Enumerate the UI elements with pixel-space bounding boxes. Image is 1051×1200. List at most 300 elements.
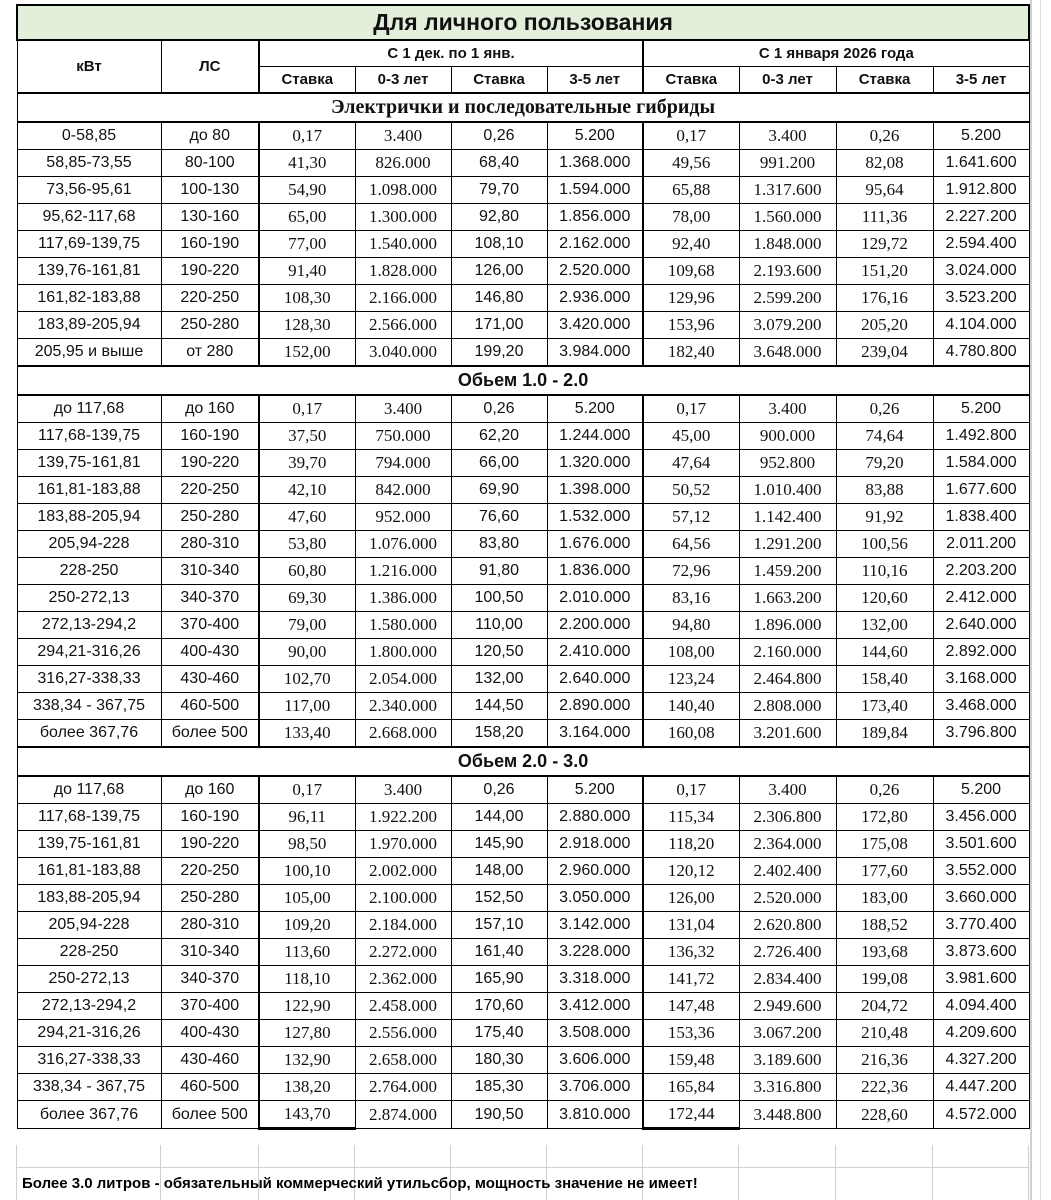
table-row [17,639,1029,666]
table-cell: 3.142.000 [547,912,643,939]
table-row [17,776,1029,804]
table-cell: 2.594.400 [933,231,1029,258]
table-row [17,395,1029,423]
table-row [17,450,1029,477]
table-cell: 139,76-161,81 [17,258,161,285]
table-cell: 0,17 [259,122,355,150]
table-cell: 2.520.000 [739,885,836,912]
table-cell: 205,94-228 [17,531,161,558]
table-cell: 145,90 [451,831,547,858]
table-cell: 3.400 [739,776,836,804]
table-cell: 74,64 [836,423,933,450]
table-cell: 370-400 [161,993,259,1020]
table-cell: 139,75-161,81 [17,450,161,477]
table-cell: 1.386.000 [355,585,451,612]
table-cell: 216,36 [836,1047,933,1074]
table-cell: 430-460 [161,666,259,693]
table-cell: 826.000 [355,150,451,177]
table-cell: 115,34 [643,804,739,831]
table-row [17,804,1029,831]
table-cell: 3.770.400 [933,912,1029,939]
table-cell: 161,40 [451,939,547,966]
table-cell: 117,68-139,75 [17,423,161,450]
table-cell: 1.836.000 [547,558,643,585]
table-cell: 228,60 [836,1101,933,1129]
table-cell: 129,72 [836,231,933,258]
table-cell: 294,21-316,26 [17,1020,161,1047]
table-cell: 3.810.000 [547,1101,643,1129]
table-cell: 0,17 [643,122,739,150]
table-cell: 2.949.600 [739,993,836,1020]
table-cell: 189,84 [836,720,933,748]
table-cell: 158,40 [836,666,933,693]
table-cell: 143,70 [259,1101,355,1129]
table-cell: 338,34 - 367,75 [17,1074,161,1101]
table-cell: 138,20 [259,1074,355,1101]
table-cell: 3.168.000 [933,666,1029,693]
table-cell: 108,10 [451,231,547,258]
table-row [17,1047,1029,1074]
table-cell: 2.364.000 [739,831,836,858]
table-cell: 41,30 [259,150,355,177]
table-cell: 37,50 [259,423,355,450]
table-cell: 400-430 [161,1020,259,1047]
table-cell: 152,00 [259,339,355,367]
table-cell: 294,21-316,26 [17,639,161,666]
table-cell: 2.936.000 [547,285,643,312]
table-cell: 3.189.600 [739,1047,836,1074]
sheet-footer [16,1145,1028,1200]
header-rate: Ставка [836,67,933,94]
table-cell: 3.706.000 [547,1074,643,1101]
table-cell: 78,00 [643,204,739,231]
table-cell: 340-370 [161,966,259,993]
table-cell: 0,26 [836,776,933,804]
table-cell: 49,56 [643,150,739,177]
table-cell: 140,40 [643,693,739,720]
table-cell: 5.200 [933,776,1029,804]
footer-note: Более 3.0 литров - обязательный коммерческий утильсбор, мощность значение не имеет! [22,1175,698,1192]
table-cell: 991.200 [739,150,836,177]
table-cell: до 160 [161,776,259,804]
table-cell: 39,70 [259,450,355,477]
table-cell: 280-310 [161,531,259,558]
table-cell: 3.660.000 [933,885,1029,912]
table-cell: 1.912.800 [933,177,1029,204]
table-row [17,477,1029,504]
table-cell: 400-430 [161,639,259,666]
table-cell: 3.079.200 [739,312,836,339]
table-cell: 160-190 [161,231,259,258]
rates-sheet [16,4,1028,1130]
table-cell: 190,50 [451,1101,547,1129]
table-cell: 173,40 [836,693,933,720]
table-cell: 4.572.000 [933,1101,1029,1129]
header-period-dec: С 1 дек. по 1 янв. [259,40,643,67]
table-cell: 120,12 [643,858,739,885]
table-cell: 3.552.000 [933,858,1029,885]
table-cell: 220-250 [161,477,259,504]
table-cell: 193,68 [836,939,933,966]
table-cell: 144,50 [451,693,547,720]
table-cell: 1.676.000 [547,531,643,558]
table-cell: 250-280 [161,504,259,531]
table-cell: 127,80 [259,1020,355,1047]
table-cell: 161,82-183,88 [17,285,161,312]
table-cell: 64,56 [643,531,739,558]
table-cell: 1.098.000 [355,177,451,204]
table-row [17,150,1029,177]
table-cell: 148,00 [451,858,547,885]
table-cell: 128,30 [259,312,355,339]
table-cell: 3.796.800 [933,720,1029,748]
table-cell: 175,40 [451,1020,547,1047]
table-cell: 3.412.000 [547,993,643,1020]
table-cell: 1.922.200 [355,804,451,831]
table-cell: 3.606.000 [547,1047,643,1074]
table-cell: 1.492.800 [933,423,1029,450]
table-row [17,885,1029,912]
table-cell: 2.464.800 [739,666,836,693]
table-row [17,312,1029,339]
table-cell: 120,50 [451,639,547,666]
header-age-0-3: 0-3 лет [739,67,836,94]
table-cell: 0,26 [836,395,933,423]
table-cell: 210,48 [836,1020,933,1047]
table-cell: 3.984.000 [547,339,643,367]
table-cell: 5.200 [547,776,643,804]
header-age-3-5: 3-5 лет [547,67,643,94]
table-cell: 1.076.000 [355,531,451,558]
table-cell: 190-220 [161,258,259,285]
table-cell: 109,68 [643,258,739,285]
table-cell: 1.663.200 [739,585,836,612]
table-cell: 1.142.400 [739,504,836,531]
section-title: Обьем 1.0 - 2.0 [17,366,1029,395]
table-cell: 2.890.000 [547,693,643,720]
table-cell: 190-220 [161,450,259,477]
table-cell: 177,60 [836,858,933,885]
table-cell: 2.340.000 [355,693,451,720]
table-cell: 147,48 [643,993,739,1020]
table-cell: 3.228.000 [547,939,643,966]
table-cell: более 500 [161,720,259,748]
table-cell: 1.800.000 [355,639,451,666]
table-cell: 90,00 [259,639,355,666]
table-cell: 4.780.800 [933,339,1029,367]
table-cell: 2.892.000 [933,639,1029,666]
table-cell: 42,10 [259,477,355,504]
table-cell: 123,24 [643,666,739,693]
table-cell: 47,60 [259,504,355,531]
table-cell: 183,89-205,94 [17,312,161,339]
table-cell: 100-130 [161,177,259,204]
table-cell: 91,40 [259,258,355,285]
table-cell: 65,88 [643,177,739,204]
table-cell: 3.400 [739,122,836,150]
table-cell: 54,90 [259,177,355,204]
table-cell: 65,00 [259,204,355,231]
table-cell: 952.800 [739,450,836,477]
table-cell: 316,27-338,33 [17,1047,161,1074]
table-cell: 2.402.400 [739,858,836,885]
table-cell: 1.010.400 [739,477,836,504]
table-cell: 118,20 [643,831,739,858]
table-row [17,558,1029,585]
table-cell: 460-500 [161,693,259,720]
table-cell: 340-370 [161,585,259,612]
table-row [17,1020,1029,1047]
table-cell: 2.272.000 [355,939,451,966]
table-cell: 95,64 [836,177,933,204]
table-cell: 1.856.000 [547,204,643,231]
header-rate: Ставка [643,67,739,94]
table-cell: 272,13-294,2 [17,612,161,639]
table-cell: 126,00 [643,885,739,912]
table-cell: 2.556.000 [355,1020,451,1047]
table-cell: 110,16 [836,558,933,585]
table-cell: 73,56-95,61 [17,177,161,204]
table-cell: 72,96 [643,558,739,585]
table-cell: 1.540.000 [355,231,451,258]
table-cell: 3.508.000 [547,1020,643,1047]
table-cell: 0,26 [451,395,547,423]
table-cell: 3.400 [355,395,451,423]
table-cell: 132,00 [451,666,547,693]
table-cell: 170,60 [451,993,547,1020]
table-cell: 430-460 [161,1047,259,1074]
table-cell: 310-340 [161,939,259,966]
table-cell: 1.580.000 [355,612,451,639]
table-cell: 250-280 [161,312,259,339]
header-kw: кВт [17,40,161,93]
table-cell: 228-250 [17,558,161,585]
table-cell: 69,30 [259,585,355,612]
table-cell: 165,84 [643,1074,739,1101]
table-cell: 2.011.200 [933,531,1029,558]
table-cell: 105,00 [259,885,355,912]
table-cell: 1.291.200 [739,531,836,558]
table-cell: 1.398.000 [547,477,643,504]
table-cell: 3.523.200 [933,285,1029,312]
table-cell: 3.501.600 [933,831,1029,858]
table-cell: 239,04 [836,339,933,367]
section-title: Электрички и последовательные гибриды [17,93,1029,122]
table-cell: 3.164.000 [547,720,643,748]
table-cell: 1.300.000 [355,204,451,231]
rates-table [16,4,1030,1130]
table-cell: 100,50 [451,585,547,612]
table-row [17,693,1029,720]
table-cell: 2.160.000 [739,639,836,666]
table-cell: 53,80 [259,531,355,558]
table-cell: 0-58,85 [17,122,161,150]
table-cell: 79,00 [259,612,355,639]
table-cell: 3.318.000 [547,966,643,993]
table-cell: 4.104.000 [933,312,1029,339]
table-cell: 1.848.000 [739,231,836,258]
table-cell: 183,88-205,94 [17,504,161,531]
table-cell: 79,70 [451,177,547,204]
table-cell: 2.764.000 [355,1074,451,1101]
table-cell: 2.726.400 [739,939,836,966]
table-cell: 199,08 [836,966,933,993]
table-cell: 190-220 [161,831,259,858]
table-cell: 3.024.000 [933,258,1029,285]
table-cell: 2.620.800 [739,912,836,939]
table-cell: 0,17 [643,776,739,804]
table-cell: 220-250 [161,285,259,312]
table-cell: 2.362.000 [355,966,451,993]
table-cell: 92,40 [643,231,739,258]
table-cell: 3.067.200 [739,1020,836,1047]
table-cell: 1.368.000 [547,150,643,177]
table-cell: 2.874.000 [355,1101,451,1129]
table-cell: 144,00 [451,804,547,831]
table-cell: 136,32 [643,939,739,966]
table-cell: 62,20 [451,423,547,450]
table-cell: 50,52 [643,477,739,504]
table-cell: более 367,76 [17,1101,161,1129]
table-row [17,531,1029,558]
table-cell: 2.203.200 [933,558,1029,585]
table-cell: 2.054.000 [355,666,451,693]
table-cell: 69,90 [451,477,547,504]
table-cell: 100,56 [836,531,933,558]
table-cell: 250-272,13 [17,966,161,993]
table-cell: 165,90 [451,966,547,993]
table-cell: 220-250 [161,858,259,885]
table-cell: 183,88-205,94 [17,885,161,912]
table-cell: 92,80 [451,204,547,231]
table-cell: 3.648.000 [739,339,836,367]
table-cell: 161,81-183,88 [17,858,161,885]
table-cell: 460-500 [161,1074,259,1101]
table-cell: до 160 [161,395,259,423]
table-cell: 1.896.000 [739,612,836,639]
table-cell: 2.166.000 [355,285,451,312]
header-ls: ЛС [161,40,259,93]
header-age-3-5: 3-5 лет [933,67,1029,94]
table-cell: 183,00 [836,885,933,912]
table-cell: 2.880.000 [547,804,643,831]
table-row [17,912,1029,939]
table-cell: 900.000 [739,423,836,450]
table-cell: 185,30 [451,1074,547,1101]
table-cell: 5.200 [933,122,1029,150]
table-cell: 132,90 [259,1047,355,1074]
table-cell: 310-340 [161,558,259,585]
table-cell: 4.094.400 [933,993,1029,1020]
table-cell: 2.520.000 [547,258,643,285]
table-cell: 370-400 [161,612,259,639]
table-cell: 130-160 [161,204,259,231]
table-cell: 132,00 [836,612,933,639]
table-cell: 141,72 [643,966,739,993]
header-period-2026: С 1 января 2026 года [643,40,1029,67]
table-cell: 60,80 [259,558,355,585]
table-cell: 280-310 [161,912,259,939]
table-cell: 2.002.000 [355,858,451,885]
table-row [17,831,1029,858]
table-cell: 131,04 [643,912,739,939]
table-cell: 5.200 [547,122,643,150]
table-cell: 2.668.000 [355,720,451,748]
table-cell: 1.838.400 [933,504,1029,531]
table-row [17,258,1029,285]
table-cell: 2.566.000 [355,312,451,339]
table-row [17,285,1029,312]
table-cell: 160,08 [643,720,739,748]
table-cell: 96,11 [259,804,355,831]
table-cell: 83,16 [643,585,739,612]
table-cell: 2.306.800 [739,804,836,831]
table-cell: 77,00 [259,231,355,258]
table-cell: 109,20 [259,912,355,939]
table-cell: 91,92 [836,504,933,531]
table-cell: 80-100 [161,150,259,177]
table-cell: 5.200 [933,395,1029,423]
table-cell: 2.834.400 [739,966,836,993]
table-cell: 111,36 [836,204,933,231]
table-cell: 2.010.000 [547,585,643,612]
table-cell: 3.468.000 [933,693,1029,720]
table-cell: 316,27-338,33 [17,666,161,693]
table-cell: 3.981.600 [933,966,1029,993]
table-cell: 146,80 [451,285,547,312]
table-row [17,939,1029,966]
table-cell: 144,60 [836,639,933,666]
table-row [17,204,1029,231]
table-cell: 3.400 [355,776,451,804]
table-cell: 0,26 [451,122,547,150]
table-cell: 3.400 [739,395,836,423]
table-cell: 2.200.000 [547,612,643,639]
table-cell: 3.456.000 [933,804,1029,831]
table-cell: 171,00 [451,312,547,339]
table-cell: до 117,68 [17,776,161,804]
table-cell: 204,72 [836,993,933,1020]
table-cell: 5.200 [547,395,643,423]
table-cell: 98,50 [259,831,355,858]
table-cell: 2.918.000 [547,831,643,858]
table-cell: 159,48 [643,1047,739,1074]
table-cell: 222,36 [836,1074,933,1101]
table-cell: более 367,76 [17,720,161,748]
table-row [17,504,1029,531]
table-cell: 113,60 [259,939,355,966]
table-cell: 205,94-228 [17,912,161,939]
table-cell: 250-280 [161,885,259,912]
table-cell: 157,10 [451,912,547,939]
table-cell: 188,52 [836,912,933,939]
table-row [17,1074,1029,1101]
table-cell: 152,50 [451,885,547,912]
table-cell: 1.317.600 [739,177,836,204]
table-cell: 1.828.000 [355,258,451,285]
table-cell: 3.201.600 [739,720,836,748]
table-cell: 45,00 [643,423,739,450]
table-row [17,720,1029,748]
table-cell: 3.040.000 [355,339,451,367]
table-cell: 68,40 [451,150,547,177]
table-cell: 2.162.000 [547,231,643,258]
table-cell: 1.244.000 [547,423,643,450]
table-cell: 117,68-139,75 [17,804,161,831]
table-cell: 160-190 [161,423,259,450]
table-cell: 2.640.000 [547,666,643,693]
table-cell: 172,80 [836,804,933,831]
